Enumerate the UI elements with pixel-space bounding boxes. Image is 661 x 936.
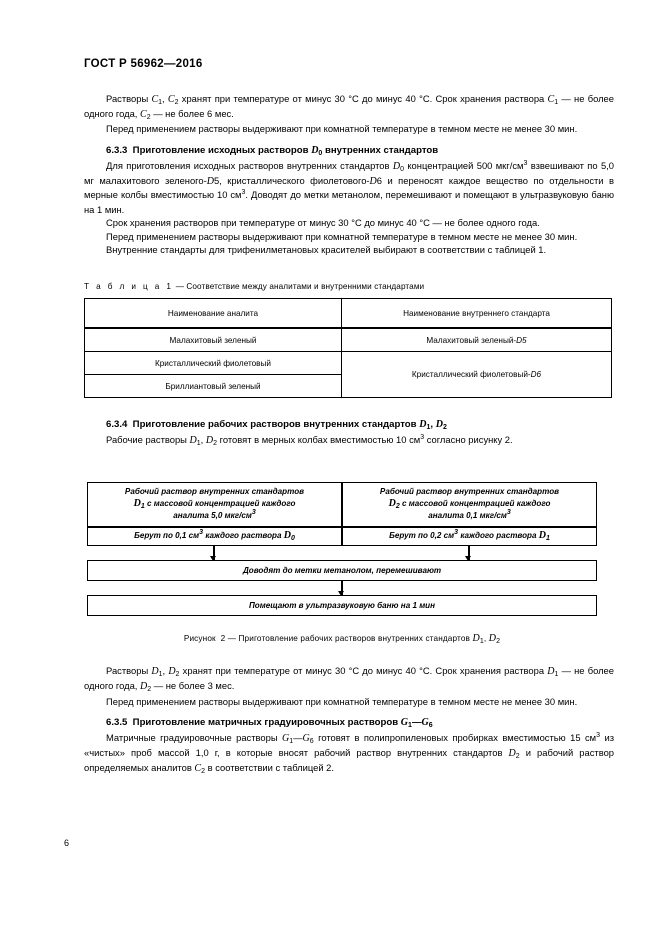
cell-standard-text: Кристаллический фиолетовый- xyxy=(411,370,531,380)
standard-number-header: ГОСТ Р 56962—2016 xyxy=(84,58,203,70)
flowchart-arrows-row-1 xyxy=(87,546,597,560)
paragraph-before-use-3: Перед применением растворы выдерживают при комнатной температуре в темном месте не менее 30 мин. xyxy=(106,695,578,707)
section-heading-6-3-4: 6.3.4 Приготовление рабочих растворов внутренних стандартов $D_1$, $D_2$ xyxy=(106,419,447,432)
paragraph-before-use-1: Перед применением растворы выдерживают при комнатной температуре в темном месте не менее 30 мин. xyxy=(106,123,578,135)
page-number: 6 xyxy=(64,838,70,848)
flowchart-top-row xyxy=(87,482,597,527)
cell-analyte-crystal-violet: Кристаллический фиолетовый xyxy=(85,352,342,375)
paragraph-storage-term: Срок хранения растворов при температуре от минус 30 °C до минус 40 °C — не более одного года. xyxy=(106,217,540,229)
cell-analyte-malachite-green: Малахитовый зеленый xyxy=(85,328,342,352)
flow-line-1: Рабочий раствор внутренних стандартов xyxy=(379,487,560,497)
page-content xyxy=(84,58,614,776)
paragraph-before-use-2: Перед применением растворы выдерживают при комнатной температуре в темном месте не менее 30 мин. xyxy=(106,230,578,242)
flowchart-box-aliquot-d1: Берут по 0,2 $см^3$ каждого раствора $D_1$ xyxy=(342,527,597,546)
table-header-internal-standard: Наименование внутреннего стандарта xyxy=(342,299,612,329)
flowchart-box-dilute-methanol: Доводят до метки метанолом, перемешивают xyxy=(87,560,597,581)
section-heading-6-3-3: 6.3.3 Приготовление исходных растворов $D_0$ внутренних стандартов xyxy=(106,144,439,157)
flow-line-1: Рабочий раствор внутренних стандартов xyxy=(124,487,305,497)
cell-analyte-brilliant-green: Бриллиантовый зеленый xyxy=(85,375,342,398)
table-row-header xyxy=(85,299,612,329)
table-header-analyte: Наименование аналита xyxy=(85,299,342,329)
figure-2-caption: Рисунок 2 — Приготовление рабочих растворов внутренних стандартов $D_1$, $D_2$ xyxy=(183,633,501,646)
cell-standard-crystal-violet-d6 xyxy=(342,352,612,398)
arrow-down-icon-center xyxy=(341,581,343,595)
cell-standard-text: Малахитовый зеленый- xyxy=(426,335,517,345)
flowchart-box-working-solution-d2: Рабочий раствор внутренних стандартов $D_2$ с массовой концентрацией каждого аналита 0,1 мкг/$см^3$ xyxy=(342,482,597,527)
table-1-analyte-standard-correspondence xyxy=(84,298,612,398)
cell-standard-malachite-green-d5 xyxy=(342,328,612,352)
flowchart-wide-row-2 xyxy=(87,595,597,616)
table-1-caption-text: — Соответствие между аналитами и внутренними стандартами xyxy=(173,282,425,292)
table-1-caption xyxy=(84,282,614,291)
paragraph-solutions-c-storage: Растворы $C_1$, $C_2$ хранят при температуре от минус 30 °C до минус 40 °C. Срок хранения раствора $C_1$ — не более одного года, $C_2$ — не более 6 мес. xyxy=(84,93,614,122)
paragraph-stock-solutions-prep: Для приготовления исходных растворов внутренних стандартов $D_0$ концентрацией 500 мкг/$см^3$ взвешивают по 5,0 мг малахитового зеленого-D5, кристаллического фиолетового-D6 и переносят каждое вещество по отдельности в мерные колбы вместимостью 10 $см^3$. Доводят до метки метанолом, перемешивают и помещают в ультразвуковую баню на 1 мин. xyxy=(84,159,614,216)
paragraph-matrix-calibration-solutions: Матричные градуировочные растворы $G_1—G_6$ готовят в полипропиленовых пробирках вместимостью 15 $см^3$ из «чистых» проб массой 1,0 г, в которые вносят рабочий раствор внутренних стандартов $D_2$ и рабочий раствор определяемых аналитов $C_2$ в соответствии с таблицей 2. xyxy=(84,731,615,776)
flowchart-arrows-row-2 xyxy=(87,581,597,595)
table-row xyxy=(85,328,612,352)
paragraph-d-storage: Растворы $D_1$, $D_2$ хранят при температуре от минус 30 °C до минус 40 °C. Срок хранения раствора $D_1$ — не более одного года, $D_2$ — не более 3 мес. xyxy=(84,665,614,694)
flowchart-box-working-solution-d1: Рабочий раствор внутренних стандартов $D_1$ с массовой концентрацией каждого аналита 5,0 мкг/$см^3$ xyxy=(87,482,342,527)
table-row xyxy=(85,352,612,375)
figure-2-flowchart xyxy=(87,482,597,644)
paragraph-internal-standards-selection: Внутренние стандарты для трифенилметановых красителей выбирают в соответствии с таблицей 1. xyxy=(106,243,547,255)
arrow-down-icon-right xyxy=(468,546,470,560)
arrow-down-icon-left xyxy=(213,546,215,560)
section-heading-6-3-5: 6.3.5 Приготовление матричных градуировочных растворов $G_1—G_6$ xyxy=(106,716,433,729)
cell-standard-suffix: D5 xyxy=(516,335,527,345)
paragraph-working-solutions-prep: Рабочие растворы $D_1$, $D_2$ готовят в мерных колбах вместимостью 10 $см^3$ согласно рисунку 2. xyxy=(106,434,513,448)
flowchart-box-aliquot-d0: Берут по 0,1 $см^3$ каждого раствора $D_0$ xyxy=(87,527,342,546)
cell-standard-suffix: D6 xyxy=(530,370,542,380)
flowchart-mid-row xyxy=(87,527,597,546)
flowchart-wide-row-1 xyxy=(87,560,597,581)
flowchart-box-ultrasonic-bath: Помещают в ультразвуковую баню на 1 мин xyxy=(87,595,597,616)
table-1-caption-label: Т а б л и ц а 1 xyxy=(84,282,174,292)
